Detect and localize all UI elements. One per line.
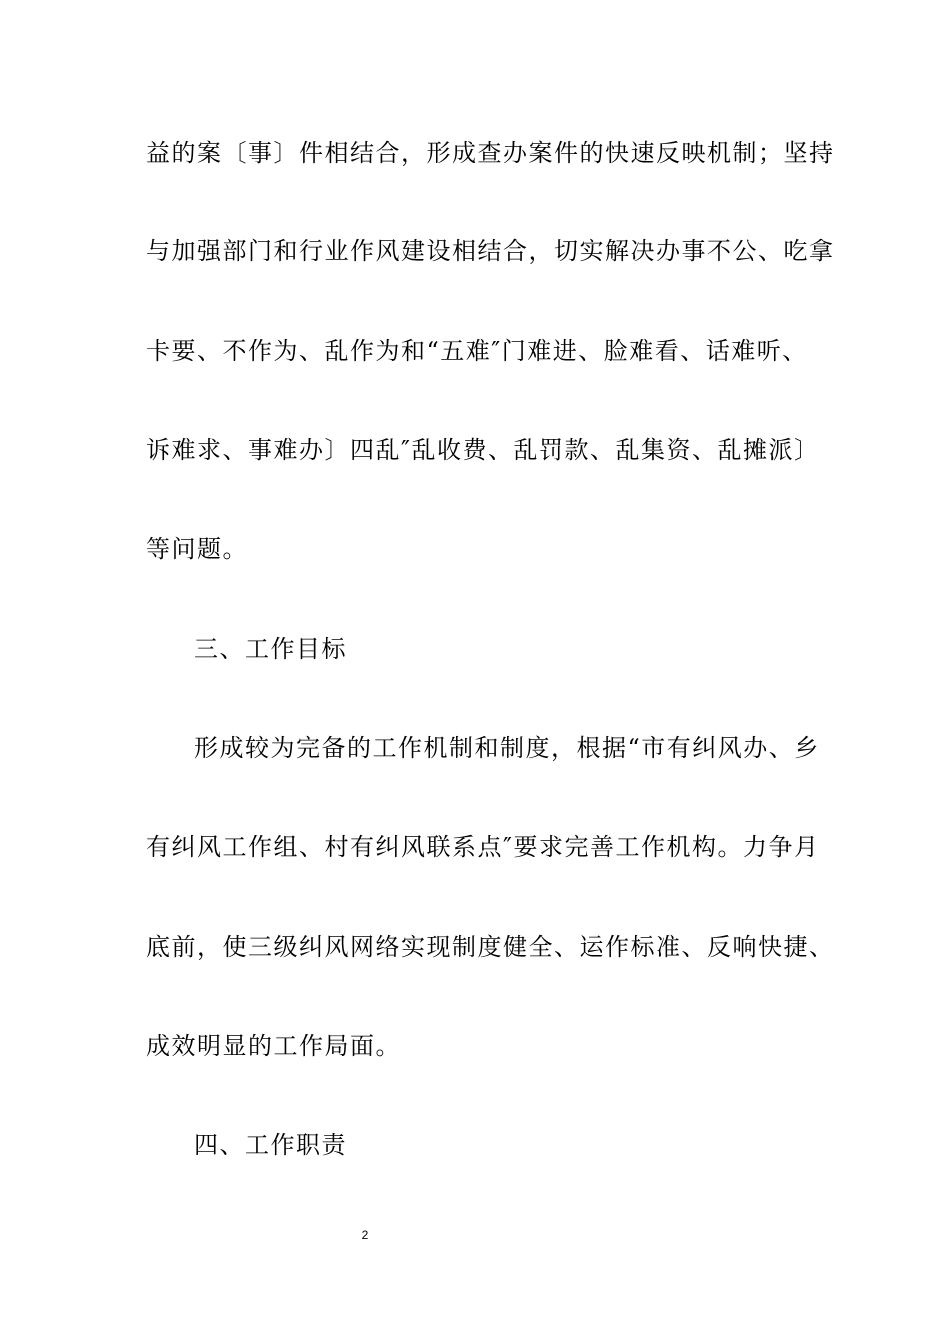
paragraph-line: 成效明显的工作局面。 bbox=[146, 1032, 401, 1060]
page-number: 2 bbox=[361, 1228, 369, 1242]
paragraph-line: 底前，使三级纠风网络实现制度健全、运作标准、反响快捷、 bbox=[146, 933, 835, 961]
paragraph-line: 卡要、不作为、乱作为和“五难″门难进、脸难看、话难听、 bbox=[146, 337, 808, 365]
section-heading-goals: 三、工作目标 bbox=[194, 635, 347, 663]
paragraph-line: 益的案〔事〕件相结合，形成查办案件的快速反映机制；坚持 bbox=[146, 139, 835, 167]
paragraph-line: 等问题。 bbox=[146, 535, 248, 563]
paragraph-line: 有纠风工作组、村有纠风联系点″要求完善工作机构。力争月 bbox=[146, 833, 820, 861]
section-heading-duties: 四、工作职责 bbox=[194, 1131, 347, 1159]
paragraph-line: 诉难求、事难办〕四乱″乱收费、乱罚款、乱集资、乱摊派〕 bbox=[146, 436, 820, 464]
paragraph-line: 与加强部门和行业作风建设相结合，切实解决办事不公、吃拿 bbox=[146, 237, 835, 265]
paragraph-line: 形成较为完备的工作机制和制度，根据“市有纠风办、乡 bbox=[194, 734, 820, 762]
